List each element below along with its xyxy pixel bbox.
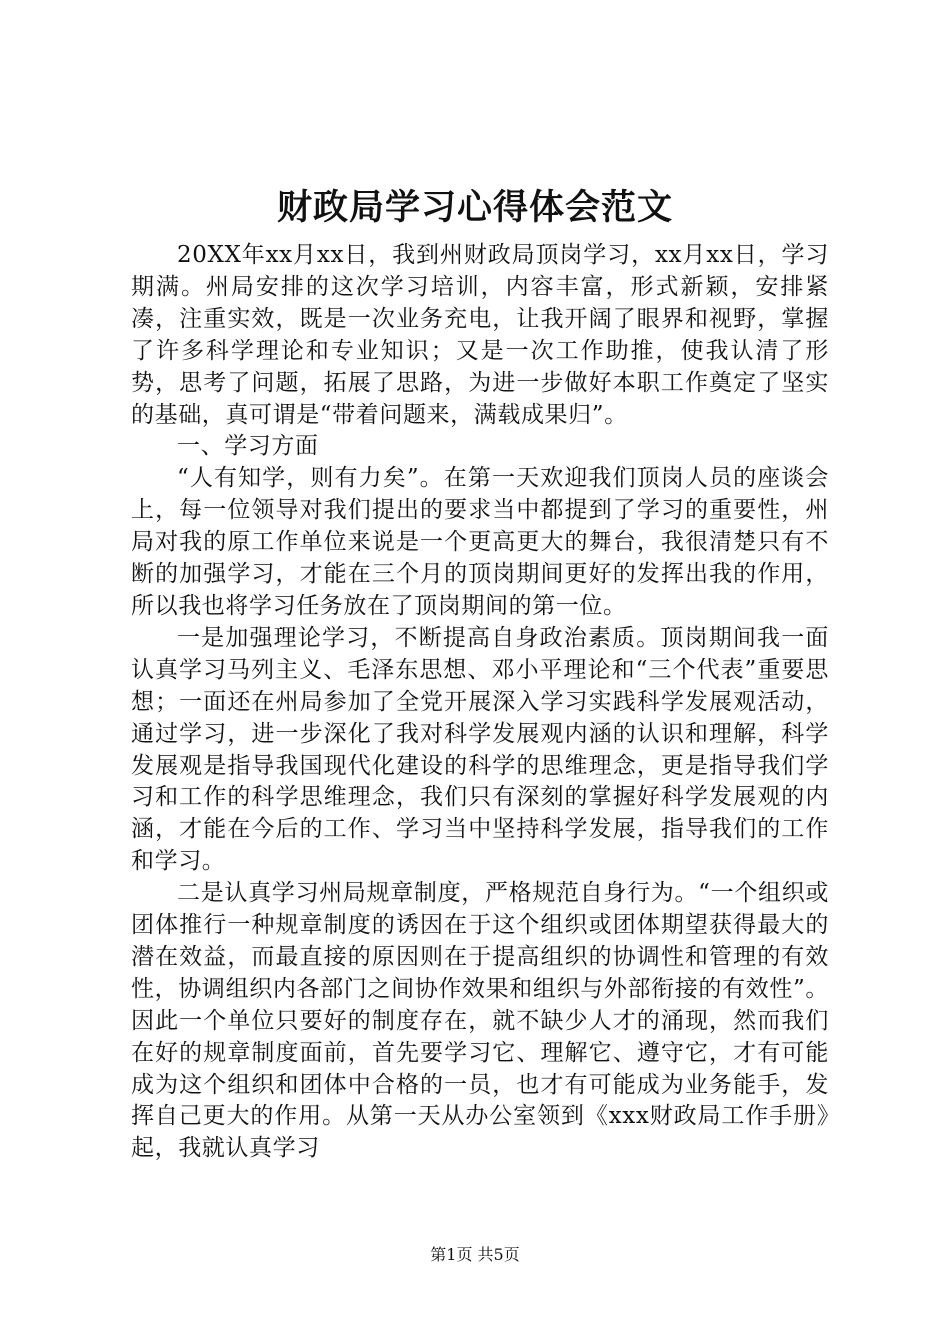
document-title: 财政局学习心得体会范文 <box>276 187 673 228</box>
paragraph-intro: 20XX年xx月xx日，我到州财政局顶岗学习，xx月xx日，学习期满。州局安排的这次学习培训，内容丰富，形式新颖，安排紧凑，注重实效，既是一次业务充电，让我开阔了眼界和视野，掌握了许多科学理论和专业知识；又是一次工作助推，使我认清了形势，思考了问题，拓展了思路，为进一步做好本职工作奠定了坚实的基础，真可谓是“带着问题来，满载成果归”。 <box>131 242 829 428</box>
paragraph-rules-study: 二是认真学习州局规章制度，严格规范自身行为。“一个组织或团体推行一种规章制度的诱因在于这个组织或团体期望获得最大的潜在效益，而最直接的原因则在于提高组织的协调性和管理的有效性，协调组织内各部门之间协作效果和组织与外部衔接的有效性”。因此一个单位只要好的制度存在，就不缺少人才的涌现，然而我们在好的规章制度面前，首先要学习它、理解它、遵守它，才有可能成为这个组织和团体中合格的一员，也才有可能成为业务能手，发挥自己更大的作用。从第一天从办公室领到《xxx财政局工作手册》起，我就认真学习 <box>131 880 829 1162</box>
section-heading-study: 一、学习方面 <box>177 433 319 460</box>
page-footer: 第1页 共5页 <box>430 1245 520 1264</box>
document-body <box>131 240 829 1165</box>
paragraph-quote: “人有知学，则有力矣”。在第一天欢迎我们顶岗人员的座谈会上，每一位领导对我们提出的要求当中都提到了学习的重要性，州局对我的原工作单位来说是一个更高更大的舞台，我很清楚只有不断的加强学习，才能在三个月的顶岗期间更好的发挥出我的作用，所以我也将学习任务放在了顶岗期间的第一位。 <box>131 465 829 619</box>
paragraph-theory-study: 一是加强理论学习，不断提高自身政治素质。顶岗期间我一面认真学习马列主义、毛泽东思想、邓小平理论和“三个代表”重要思想；一面还在州局参加了全党开展深入学习实践科学发展观活动，通过学习，进一步深化了我对科学发展观内涵的认识和理解，科学发展观是指导我国现代化建设的科学的思维理念，更是指导我们学习和工作的科学思维理念，我们只有深刻的掌握好科学发展观的内涵，才能在今后的工作、学习当中坚持科学发展，指导我们的工作和学习。 <box>131 624 829 875</box>
